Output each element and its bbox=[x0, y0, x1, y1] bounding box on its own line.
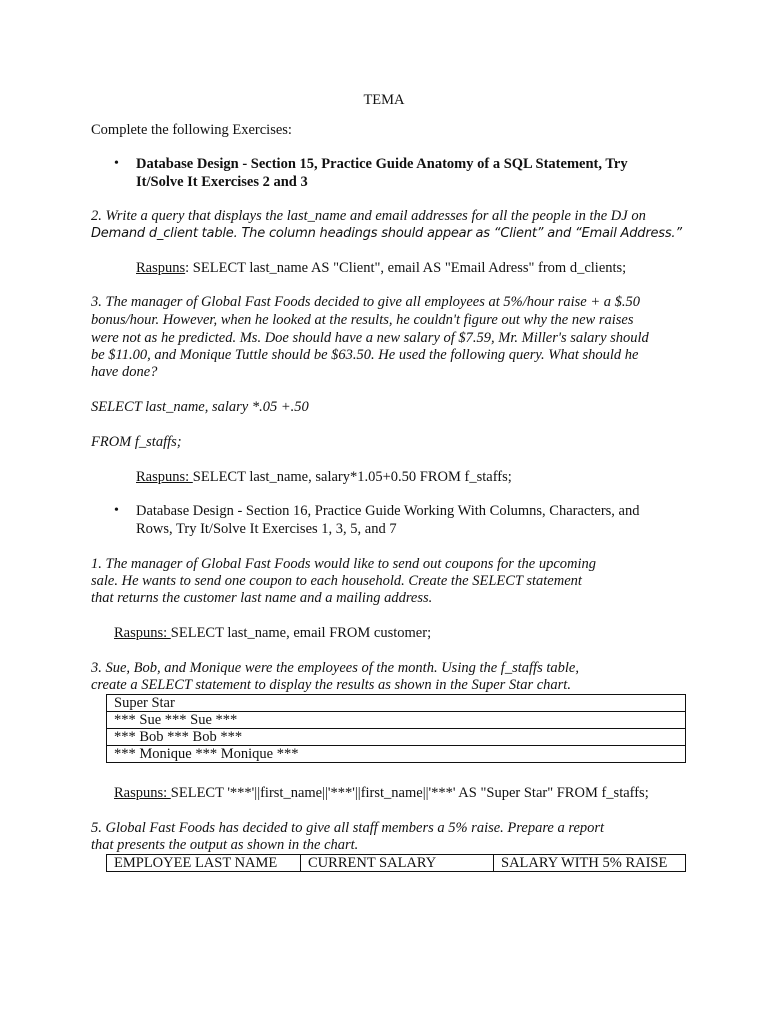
table-row bbox=[107, 729, 686, 746]
super-star-table bbox=[106, 694, 686, 763]
table-header-row bbox=[107, 855, 686, 872]
ex3-answer bbox=[136, 469, 512, 486]
table-row bbox=[107, 746, 686, 763]
answer-label: Raspuns: bbox=[136, 469, 193, 485]
s2ex3-line: create a SELECT statement to display the results as shown in the Super Star chart. bbox=[91, 677, 571, 693]
salary-raise-table bbox=[106, 854, 686, 872]
table-cell: *** Sue *** Sue *** bbox=[107, 712, 686, 729]
answer-label: Raspuns: bbox=[114, 785, 171, 801]
s2ex5-line: that presents the output as shown in the chart. bbox=[91, 837, 359, 853]
s2ex3-line: 3. Sue, Bob, and Monique were the employees of the month. Using the f_staffs table, bbox=[91, 660, 579, 676]
ex3-query-line1: SELECT last_name, salary *.05 +.50 bbox=[91, 399, 309, 415]
table-row bbox=[107, 695, 686, 712]
bullet-icon: • bbox=[114, 503, 119, 518]
s2ex1-answer bbox=[114, 625, 431, 642]
s2ex1-line: sale. He wants to send one coupon to each household. Create the SELECT statement bbox=[91, 573, 582, 589]
section2-bullet-line2: Rows, Try It/Solve It Exercises 1, 3, 5, and 7 bbox=[136, 521, 397, 537]
bullet-icon: • bbox=[114, 156, 119, 171]
answer-label: Raspuns bbox=[136, 260, 186, 276]
section1-bullet-line1: Database Design - Section 15, Practice Guide Anatomy of a SQL Statement, Try bbox=[136, 156, 628, 172]
s2ex3-answer bbox=[114, 785, 649, 802]
ex3-line: have done? bbox=[91, 364, 158, 380]
section2-bullet-line1: Database Design - Section 16, Practice Guide Working With Columns, Characters, and bbox=[136, 503, 640, 519]
page-title: TEMA bbox=[363, 92, 405, 108]
table-cell: *** Bob *** Bob *** bbox=[107, 729, 686, 746]
ex3-line: be $11.00, and Monique Tuttle should be $63.50. He used the following query. What should he bbox=[91, 347, 639, 363]
answer-text: SELECT last_name, email FROM customer; bbox=[170, 625, 432, 641]
table-header-cell: SALARY WITH 5% RAISE bbox=[494, 855, 686, 872]
table-cell: *** Monique *** Monique *** bbox=[107, 746, 686, 763]
ex3-line: were not as he predicted. Ms. Doe should have a new salary of $7.59, Mr. Miller's salary should bbox=[91, 330, 649, 346]
answer-text: SELECT '***'||first_name||'***'||first_name||'***' AS "Super Star" FROM f_staffs; bbox=[170, 785, 649, 801]
table-header-cell: CURRENT SALARY bbox=[301, 855, 494, 872]
table-cell: Super Star bbox=[107, 695, 686, 712]
ex2-answer bbox=[136, 260, 626, 277]
table-row bbox=[107, 712, 686, 729]
ex3-line: bonus/hour. However, when he looked at the results, he couldn't figure out why the new raises bbox=[91, 312, 634, 328]
ex2-line1: 2. Write a query that displays the last_name and email addresses for all the people in the DJ on bbox=[91, 208, 646, 224]
ex2-line2: Demand d_client table. The column headings should appear as “Client” and “Email Address.” bbox=[91, 226, 682, 241]
answer-text: : SELECT last_name AS "Client", email AS "Email Adress" from d_clients; bbox=[185, 260, 627, 276]
s2ex1-line: 1. The manager of Global Fast Foods would like to send out coupons for the upcoming bbox=[91, 556, 597, 572]
table-header-cell: EMPLOYEE LAST NAME bbox=[107, 855, 301, 872]
answer-label: Raspuns: bbox=[114, 625, 171, 641]
ex3-line: 3. The manager of Global Fast Foods decided to give all employees at 5%/hour raise + a $.50 bbox=[91, 294, 641, 310]
ex3-query-line2: FROM f_staffs; bbox=[91, 434, 182, 450]
s2ex5-line: 5. Global Fast Foods has decided to give all staff members a 5% raise. Prepare a report bbox=[91, 820, 605, 836]
section1-bullet-line2: It/Solve It Exercises 2 and 3 bbox=[136, 174, 308, 190]
s2ex1-line: that returns the customer last name and a mailing address. bbox=[91, 590, 433, 606]
answer-text: SELECT last_name, salary*1.05+0.50 FROM f_staffs; bbox=[192, 469, 512, 485]
intro-text: Complete the following Exercises: bbox=[91, 122, 292, 138]
